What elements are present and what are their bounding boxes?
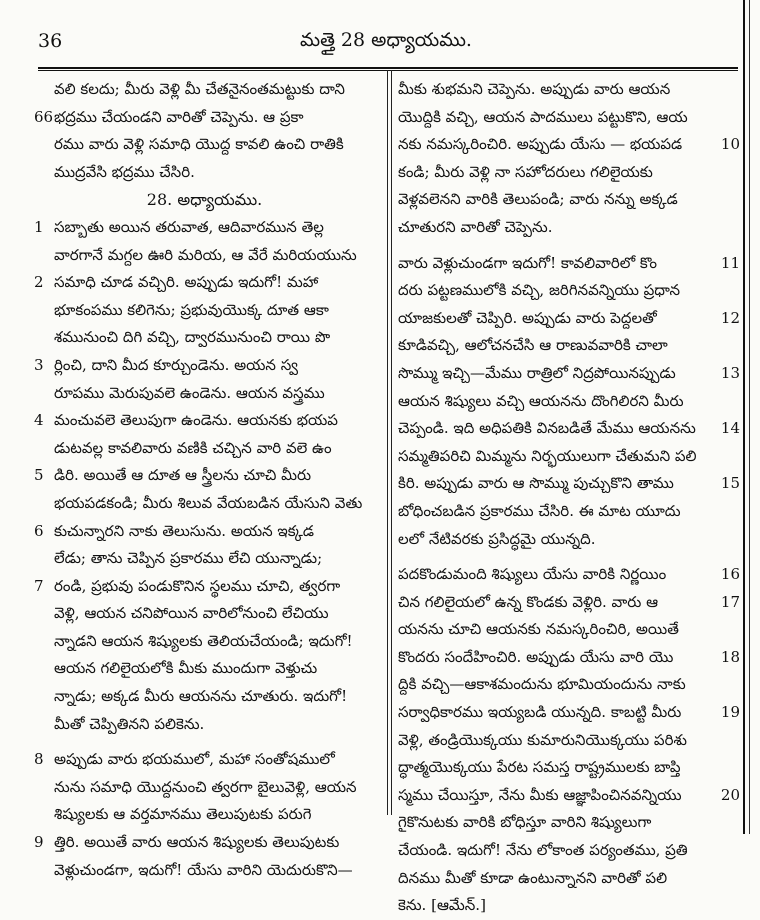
line-text: లేడు; తాను చెప్పిన ప్రకారము లేచి యున్నాడు; xyxy=(54,549,323,568)
line-text: కిరి. అప్పుడు వారు ఆ సొమ్ము పుచ్చుకొని తాము xyxy=(398,474,674,493)
line-text: డిరి. అయితే ఆ దూత ఆ స్త్రీలను చూచి మీరు xyxy=(54,466,312,485)
text-line xyxy=(396,332,740,360)
line-text: సొమ్ము ఇచ్చి—మేము రాత్రిలో నిద్రపోయినప్పుడు xyxy=(398,363,676,382)
text-line xyxy=(26,104,383,132)
text-line xyxy=(396,277,740,305)
line-text: సమాధి చూడ వచ్చిరి. అప్పుడు ఇదుగో! మహా xyxy=(54,273,319,292)
text-line xyxy=(26,214,383,242)
line-text: శిష్యులకు ఆ వర్తమానము తెలుపుటకు పరుగె xyxy=(54,805,312,824)
page-edge-rule xyxy=(743,0,745,834)
verse-number: 19 xyxy=(720,703,740,722)
text-line xyxy=(396,250,740,278)
line-text: మీకు శుభమని చెప్పెను. అప్పుడు వారు ఆయన xyxy=(398,80,671,98)
text-line xyxy=(26,297,383,325)
text-line xyxy=(396,415,740,443)
text-line xyxy=(26,801,383,829)
line-text: వారగానే మగ్దల ఊరి మరియ, ఆ వేరే మరియయును xyxy=(54,245,357,264)
text-line xyxy=(396,76,740,104)
line-text: వలి కలదు; మీరు వెళ్లి మీ చేతనైనంతమట్టుకు దాని xyxy=(54,80,345,98)
line-text: త్తిరి. అయితే వారు ఆయన శిష్యులకు తెలుపుటకు xyxy=(54,833,340,852)
text-line xyxy=(26,545,383,573)
line-text: ఆయన గలిలైయలోకి మీకు ముందుగా వెళ్తుచు xyxy=(54,659,318,678)
line-text: బోధించబడిన ప్రకారము చేసిరి. ఈ మాట యూదు xyxy=(398,501,681,520)
line-text: ఆయన శిష్యులు వచ్చి ఆయనను దొంగిలిరని మీరు xyxy=(398,391,684,410)
text-line xyxy=(26,159,383,187)
line-text: కుచున్నారని నాకు తెలుసును. అయన ఇక్కడ xyxy=(54,521,314,540)
left-column xyxy=(26,76,383,884)
line-text: గైకొనుటకు వారికి బోధిస్తూ వారిని శిష్యులుగా xyxy=(398,813,652,832)
line-text: పదకొండుమంది శిష్యులు యేసు వారికి నిర్ణయిం xyxy=(398,565,667,584)
text-line xyxy=(26,435,383,463)
text-line xyxy=(396,470,740,498)
text-line xyxy=(396,159,740,187)
text-line xyxy=(26,490,383,518)
text-line xyxy=(396,498,740,526)
right-block-1 xyxy=(396,76,740,242)
text-line xyxy=(26,131,383,159)
verse-number: 2 xyxy=(34,273,44,292)
line-text: చూతురని వారితో చెప్పెను. xyxy=(398,217,553,236)
text-line xyxy=(26,324,383,352)
header-rule xyxy=(38,67,738,69)
verse-number: 10 xyxy=(720,135,740,154)
line-text: న్నాడు; అక్కడ మీరు ఆయనను చూతురు. ఇదుగో! xyxy=(54,687,348,706)
line-text: వెళ్లుచుండగా, ఇదుగో! యేసు వారిని యెదురుకొని— xyxy=(54,860,353,879)
left-block-3 xyxy=(26,746,383,884)
text-line xyxy=(26,573,383,601)
verse-number: 18 xyxy=(720,647,740,666)
verse-number: 14 xyxy=(720,419,740,438)
line-text: వెళ్లి, తండ్రియొక్కయు కుమారునియొక్కయు పరిశు xyxy=(398,730,687,749)
line-text: దినము మీతో కూడా ఉంటున్నానని వారితో పలి xyxy=(398,868,668,887)
line-text: వెళ్లి, ఆయన చనిపోయిన వారిలోనుంచి లేచియు xyxy=(54,604,329,623)
line-text: మీతో చెప్పితినని పలికెను. xyxy=(54,714,205,733)
text-line xyxy=(26,269,383,297)
text-line xyxy=(396,561,740,589)
text-line xyxy=(26,600,383,628)
verse-number: 7 xyxy=(34,576,44,595)
line-text: శమునుంచి దిగి వచ్చి, ద్వారమునుంచి రాయి పొ xyxy=(54,328,331,347)
text-line xyxy=(396,671,740,699)
verse-number: 9 xyxy=(34,833,44,852)
text-line xyxy=(26,407,383,435)
verse-number: 12 xyxy=(720,308,740,327)
left-block-2 xyxy=(26,214,383,738)
text-line xyxy=(396,809,740,837)
right-block-3 xyxy=(396,561,740,920)
text-line xyxy=(396,754,740,782)
page-header xyxy=(0,24,740,64)
text-line xyxy=(26,352,383,380)
text-line xyxy=(26,380,383,408)
line-text: రండి, ప్రభువు పండుకొనిన స్థలము చూచి, త్వరగా xyxy=(54,576,341,595)
verse-number: 20 xyxy=(720,785,740,804)
text-line xyxy=(396,305,740,333)
line-text: చేయండి. ఇదుగో! నేను లోకాంత పర్యంతము, ప్రతి xyxy=(398,841,688,860)
line-text: కెను. [ఆమేన్.] xyxy=(398,896,486,915)
line-text: డుటవల్ల కావలివారు వణికి చచ్చిన వారి వలె ఉం xyxy=(54,438,332,457)
line-text: చెప్పండి. ఇది అధిపతికి వినబడితే మేము ఆయనను xyxy=(398,419,696,438)
text-line xyxy=(396,616,740,644)
line-text: మంచువలె తెలుపుగా ఉండెను. ఆయనకు భయప xyxy=(54,411,338,430)
verse-number: 1 xyxy=(34,217,44,236)
text-line xyxy=(396,699,740,727)
verse-number: 6 xyxy=(34,521,44,540)
text-line xyxy=(26,628,383,656)
text-line xyxy=(396,214,740,242)
page-edge-rule-inner xyxy=(749,0,750,834)
line-text: ర్లించి, దాని మీద కూర్చుండెను. అయన స్వ xyxy=(54,355,298,374)
text-line xyxy=(26,655,383,683)
line-text: భయపడకండి; మీరు శిలువ వేయబడిన యేసుని వెతు xyxy=(54,493,363,512)
line-text: న్నాడని ఆయన శిష్యులకు తెలియచేయండి; ఇదుగో! xyxy=(54,631,353,650)
line-text: చిన గలిలైయలో ఉన్న కొండకు వెళ్లిరి. వారు ఆ xyxy=(398,592,659,611)
line-text: ద్దికి వచ్చి—ఆకాశమందును భూమియందును నాకు xyxy=(398,675,686,694)
line-text: నకు నమస్కరించిరి. అప్పుడు యేసు — భయపడ xyxy=(398,135,683,154)
column-divider-thin xyxy=(391,70,392,815)
text-line xyxy=(26,711,383,739)
line-text: లలో నేటివరకు ప్రసిద్ధమై యున్నది. xyxy=(398,529,596,548)
page-number: 36 xyxy=(38,30,63,52)
line-text: సమ్మతిపరిచి మిమ్మను నిర్భయులుగా చేతుమని పలి xyxy=(398,446,697,465)
verse-number: 4 xyxy=(34,411,44,430)
text-line xyxy=(396,360,740,388)
text-line xyxy=(26,857,383,885)
text-line xyxy=(396,865,740,893)
line-text: కూడివచ్చి, ఆలోచనచేసి ఆ రాణువవారికి చాలా xyxy=(398,336,668,355)
verse-number: 17 xyxy=(720,592,740,611)
line-text: యాజకులతో చెప్పిరి. అప్పుడు వారు పెద్దలతో xyxy=(398,308,657,327)
verse-number: 3 xyxy=(34,355,44,374)
text-line xyxy=(26,242,383,270)
header-rule-thin xyxy=(38,70,738,71)
text-line xyxy=(26,746,383,774)
column-divider xyxy=(387,70,388,815)
verse-number: 11 xyxy=(720,253,740,272)
line-text: కండి; మీరు వెళ్లి నా సహోదరులు గలిలైయకు xyxy=(398,162,653,181)
right-block-2 xyxy=(396,250,740,554)
text-line xyxy=(26,683,383,711)
line-text: భూకంపము కలిగెను; ప్రభువుయొక్క దూత ఆకా xyxy=(54,300,329,319)
text-line xyxy=(396,388,740,416)
text-line xyxy=(396,443,740,471)
text-line xyxy=(396,589,740,617)
running-title: మత్తై 28 అధ్యాయము. xyxy=(300,29,472,51)
text-line xyxy=(396,186,740,214)
text-line xyxy=(396,104,740,132)
line-text: వెళ్లవలెనని వారికి తెలుపండి; వారు నన్ను అక్కడ xyxy=(398,190,678,209)
verse-number: 8 xyxy=(34,750,44,769)
line-text: యొద్దికి వచ్చి, ఆయన పాదములు పట్టుకొని, ఆయ xyxy=(398,107,688,126)
text-line xyxy=(396,727,740,755)
line-text: సర్వాధికారము ఇయ్యబడి యున్నది. కాబట్టి మీరు xyxy=(398,703,682,722)
verse-number: 66 xyxy=(34,107,54,126)
line-text: స్మము చేయిస్తూ, నేను మీకు ఆజ్ఞాపించినవన్నియు xyxy=(398,785,682,804)
text-line xyxy=(396,644,740,672)
verse-number: 16 xyxy=(720,565,740,584)
text-line xyxy=(396,837,740,865)
text-line xyxy=(26,462,383,490)
text-line xyxy=(26,829,383,857)
line-text: భద్రము చేయండని వారితో చెప్పెను. ఆ ప్రకా xyxy=(54,107,304,126)
right-column xyxy=(396,76,740,920)
line-text: సబ్బాతు అయిన తరువాత, ఆదివారమున తెల్ల xyxy=(54,217,324,236)
line-text: వారు వెళ్లుచుండగా ఇదుగో! కావలివారిలో కొం xyxy=(398,253,657,272)
line-text: నును సమాధి యొద్దనుంచి త్వరగా బైలువెళ్లి, ఆయన xyxy=(54,777,357,796)
text-line xyxy=(396,892,740,920)
line-text: దరు పట్టణములోకి వచ్చి, జరిగినవన్నియు ప్రధాన xyxy=(398,281,680,300)
text-line xyxy=(26,76,383,104)
text-line xyxy=(396,131,740,159)
left-block-1 xyxy=(26,76,383,186)
verse-number: 5 xyxy=(34,466,44,485)
text-line xyxy=(26,518,383,546)
text-line xyxy=(26,774,383,802)
line-text: యనను చూచి ఆయనకు నమస్కరించిరి, అయితే xyxy=(398,620,679,639)
line-text: రూపము మెరుపువలె ఉండెను. ఆయన వస్త్రము xyxy=(54,383,325,402)
line-text: ద్ధాత్మయొక్కయు పేరట సమస్త రాష్ట్రములకు బాప్తి xyxy=(398,758,681,777)
line-text: కొందరు సందేహించిరి. అప్పుడు యేసు వారి యొ xyxy=(398,647,674,666)
verse-number: 13 xyxy=(720,363,740,382)
line-text: రము వారు వెళ్లి సమాధి యొద్ద కావలి ఉంచి రాతికి xyxy=(54,135,344,154)
text-line xyxy=(396,782,740,810)
line-text: అప్పుడు వారు భయములో, మహా సంతోషములో xyxy=(54,750,335,769)
line-text: ముద్రవేసి భద్రము చేసిరి. xyxy=(54,162,195,181)
chapter-heading: 28. అధ్యాయము. xyxy=(146,190,263,210)
text-line xyxy=(396,526,740,554)
verse-number: 15 xyxy=(720,474,740,493)
